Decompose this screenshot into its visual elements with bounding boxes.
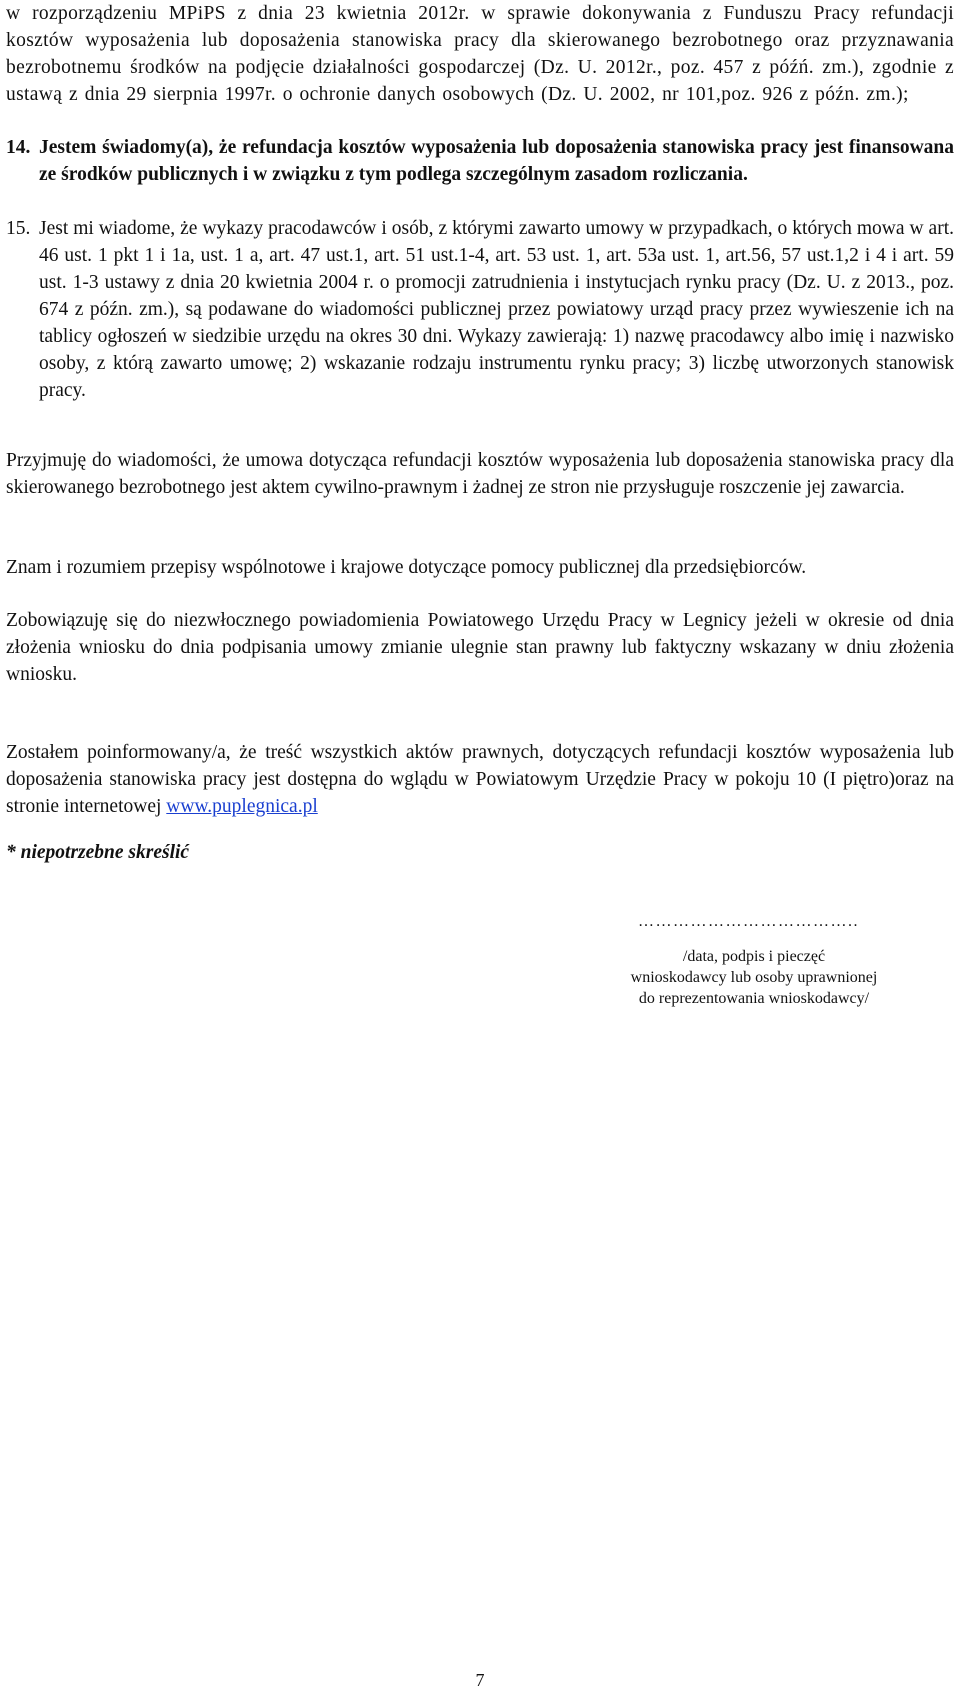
website-link[interactable]: www.puplegnica.pl (166, 796, 318, 817)
item-number: 15. (6, 218, 31, 239)
item-text: Jestem świadomy(a), że refundacja kosztów wyposażenia lub doposażenia stanowiska pracy jest finansowana ze środków publicznych i w związku z tym podlega szczególnym zasadom rozliczania. (39, 137, 954, 185)
page-number: 7 (475, 1670, 485, 1690)
informed-paragraph (6, 739, 954, 820)
footnote: * niepotrzebne skreślić (6, 842, 190, 863)
list-item-15 (6, 215, 954, 404)
contract-paragraph: Przyjmuję do wiadomości, że umowa dotycząca refundacji kosztów wyposażenia lub doposażenia stanowiska pracy dla skierowanego bezrobotnego jest aktem cywilno-prawnym i żadnej ze stron nie przysługuje roszczenie jej zawarcia. (6, 450, 954, 498)
item-text: Jest mi wiadome, że wykazy pracodawców i osób, z którymi zawarto umowy w przypadkach, o których mowa w art. 46 ust. 1 pkt 1 i 1a, ust. 1 a, art. 47 ust.1, art. 51 ust.1-4, art. 53 ust. 1, art. 53a ust. 1, art.56, 57 ust.1,2 i 4 i art. 59 ust. 1-3 ustawy z dnia 20 kwietnia 2004 r. o promocji zatrudnienia i instytucjach rynku pracy (Dz. U. z 2013., poz. 674 z późn. zm.), są podawane do wiadomości publicznej przez powiatowy urząd pracy przez wywieszenie ich na tablicy ogłoszeń w siedzibie urzędu na okres 30 dni. Wykazy zawierają: 1) nazwę pracodawcy albo imię i nazwisko osoby, z którą zawarto umowę; 2) wskazanie rodzaju instrumentu rynku pracy; 3) liczbę utworzonych stanowisk pracy. (39, 218, 954, 401)
signature-line-1: /data, podpis i pieczęć (682, 948, 826, 965)
informed-text: Zostałem poinformowany/a, że treść wszystkich aktów prawnych, dotyczących refundacji kosztów wyposażenia lub doposażenia stanowiska pracy jest dostępna do wglądu w Powiatowym Urzędzie Pracy w pokoju 10 (I piętro)oraz na stronie internetowej (6, 742, 954, 817)
notify-paragraph: Zobowiązuję się do niezwłocznego powiadomienia Powiatowego Urzędu Pracy w Legnicy jeżeli w okresie od dnia złożenia wniosku do dnia podpisania umowy zmianie ulegnie stan prawny lub faktyczny wskazany w dniu złożenia wniosku. (6, 610, 954, 685)
continuation-paragraph: w rozporządzeniu MPiPS z dnia 23 kwietnia 2012r. w sprawie dokonywania z Funduszu Pracy refundacji kosztów wyposażenia lub doposażenia stanowiska pracy dla skierowanego bezrobotnego oraz przyznawania bezrobotnemu środków na podjęcie działalności gospodarczej (Dz. U. 2012r., poz. 457 z późń. zm.), zgodnie z ustawą z dnia 29 sierpnia 1997r. o ochronie danych osobowych (Dz. U. 2002, nr 101,poz. 926 z późn. zm.); (6, 3, 954, 105)
public-aid-paragraph: Znam i rozumiem przepisy wspólnotowe i krajowe dotyczące pomocy publicznej dla przedsiębiorców. (6, 557, 807, 578)
signature-line-2: wnioskodawcy lub osoby uprawnionej (630, 969, 878, 986)
list-item-14 (6, 134, 954, 188)
signature-dots: ……………………………….. (638, 913, 859, 930)
signature-caption (574, 946, 934, 1009)
item-number: 14. (6, 137, 31, 158)
signature-line-3: do reprezentowania wnioskodawcy/ (638, 990, 870, 1007)
